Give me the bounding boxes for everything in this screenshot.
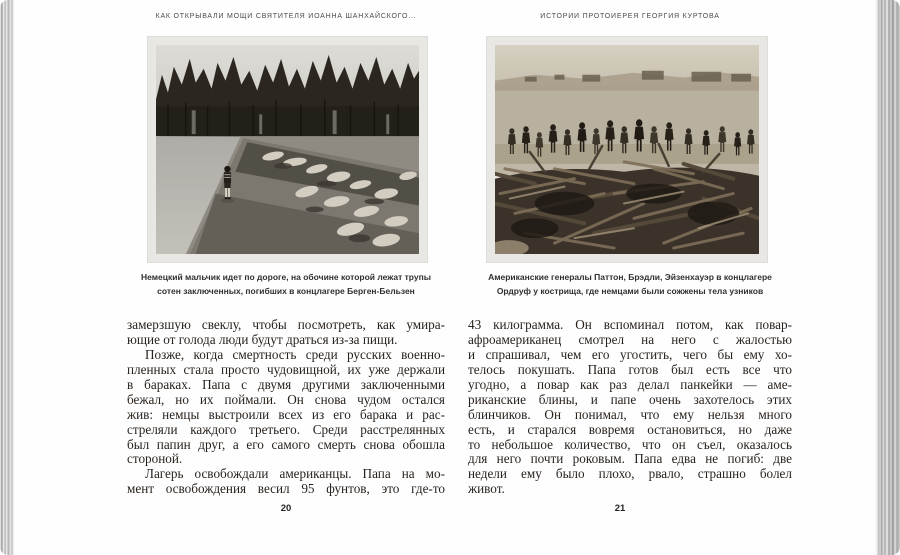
- body-line: Лагерь освобождали американцы. Папа на мо-: [145, 466, 445, 482]
- body-line: жив: немцы выстроили всех из его барака и рас-: [127, 406, 445, 422]
- left-page-number: 20: [280, 503, 292, 514]
- left-photo-frame: [147, 36, 428, 263]
- body-line: пленных стала просто чудовищной, их уже держали: [127, 361, 445, 377]
- body-line: Позже, когда смертность среди русских военно-: [145, 346, 445, 362]
- body-line: блинчиков. Он понимал, что ему нельзя много: [468, 406, 792, 422]
- body-line: недели ему было плохо, рвало, страшно болел: [468, 466, 792, 482]
- body-line: бежал, но их поймали. Он снова чудом остался: [127, 391, 445, 407]
- body-line: мент освобождения весил 95 фунтов, это где-то: [127, 481, 445, 497]
- page-edge-stack-right: [875, 0, 900, 555]
- caption-line: Немецкий мальчик идет по дороге, на обочине которой лежат трупы: [140, 272, 432, 282]
- body-line: афроамериканец смотрел на него с жалостью: [468, 331, 792, 347]
- left-body-text: [127, 317, 445, 496]
- left-photo: [156, 45, 419, 254]
- caption-line: Ордруф у кострища, где немцами были сожжены тела узников: [496, 285, 764, 296]
- left-running-header: КАК ОТКРЫВАЛИ МОЩИ СВЯТИТЕЛЯ ИОАННА ШАНХАЙСКОГО...: [155, 13, 417, 20]
- right-photo-caption: [458, 271, 802, 298]
- caption-line: Американские генералы Паттон, Брэдли, Эйзенхауэр в концлагере: [488, 272, 772, 282]
- left-photo-caption: [117, 271, 455, 298]
- body-line: риканские блины, и папе очень захотелось этих: [468, 391, 792, 407]
- body-line: и спрашивал, чем его угостить, чего бы ему хо-: [468, 346, 792, 362]
- body-line: в бараках. Папа с двумя другими заключенными: [127, 376, 445, 392]
- page-edge-stack-left: [0, 0, 14, 555]
- right-photo-frame: [486, 36, 768, 263]
- right-page-number: 21: [614, 503, 626, 514]
- caption-line: сотен заключенных, погибших в концлагере Берген-Бельзен: [157, 285, 415, 296]
- body-line: есть, и старался вовремя остановиться, но даже: [468, 421, 792, 437]
- body-line: стороной.: [127, 451, 183, 467]
- body-line: ющие от голода люди будут драться из-за пищи.: [127, 331, 398, 347]
- right-photo: [495, 45, 759, 254]
- body-line: для него почти роковым. Папа едва не погиб: две: [468, 451, 792, 467]
- body-line: 43 килограмма. Он вспоминал потом, как повар-: [468, 317, 792, 332]
- body-line: телось покушать. Папа готов был есть все что: [468, 361, 792, 377]
- right-running-header: ИСТОРИИ ПРОТОИЕРЕЯ ГЕОРГИЯ КУРТОВА: [540, 13, 720, 20]
- body-line: то небольшое количество, что он съел, оказалось: [468, 436, 792, 452]
- body-line: замерзшую свеклу, чтобы посмотреть, как умира-: [127, 317, 445, 332]
- body-line: живот.: [468, 481, 505, 497]
- body-line: угодно, а повар как раз делал панкейки — аме-: [468, 376, 792, 392]
- right-body-text: [468, 317, 792, 496]
- body-line: был папин друг, а его самого смерть снова обошла: [127, 436, 445, 452]
- body-line: стреляли каждого третьего. Среди расстрелянных: [127, 421, 445, 437]
